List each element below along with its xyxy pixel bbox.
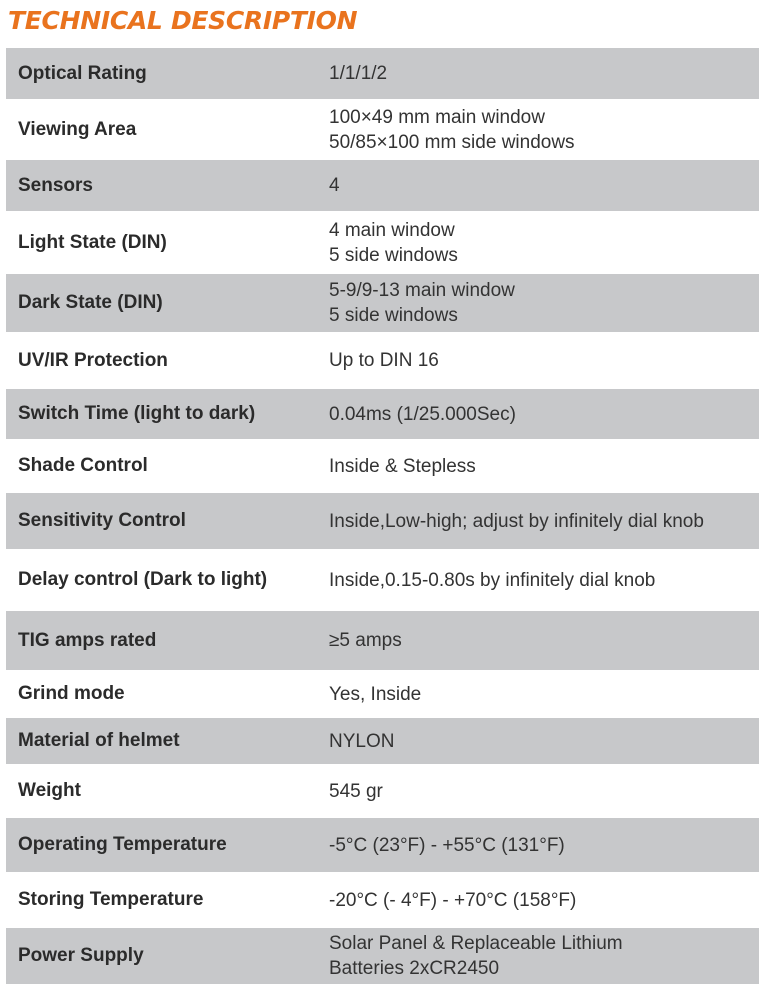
spec-value bbox=[329, 348, 759, 373]
spec-value-line: -5°C (23°F) - +55°C (131°F) bbox=[329, 834, 565, 856]
spec-value-line: Inside,Low-high; adjust by infinitely dial knob bbox=[329, 510, 704, 532]
spec-label: Sensors bbox=[18, 174, 93, 196]
spec-row-sensitivity-control bbox=[6, 493, 759, 551]
spec-row-weight bbox=[6, 766, 759, 818]
spec-value bbox=[329, 218, 759, 268]
spec-value-line: Inside & Stepless bbox=[329, 455, 476, 477]
spec-label: UV/IR Protection bbox=[18, 349, 168, 371]
spec-label: Shade Control bbox=[18, 455, 148, 476]
spec-value bbox=[329, 628, 759, 653]
spec-value-line: Yes, Inside bbox=[329, 683, 422, 705]
spec-table bbox=[6, 48, 759, 986]
spec-value-line: Solar Panel & Replaceable Lithium bbox=[329, 933, 623, 954]
spec-value-line: 5 side windows bbox=[329, 244, 458, 266]
spec-label: Operating Temperature bbox=[18, 834, 227, 855]
spec-label: Sensitivity Control bbox=[18, 510, 186, 531]
spec-value-line: 1/1/1/2 bbox=[329, 63, 388, 84]
spec-value bbox=[329, 509, 759, 534]
spec-row-dark-state bbox=[6, 274, 759, 334]
spec-value-line: 4 bbox=[329, 175, 340, 196]
spec-label: Light State (DIN) bbox=[18, 231, 167, 253]
spec-value bbox=[329, 729, 759, 754]
spec-row-viewing-area bbox=[6, 101, 759, 160]
spec-value bbox=[329, 568, 759, 593]
spec-row-light-state bbox=[6, 213, 759, 274]
spec-value-line: 5 side windows bbox=[329, 305, 458, 326]
spec-label: Storing Temperature bbox=[18, 889, 204, 910]
spec-value-line: -20°C (- 4°F) - +70°C (158°F) bbox=[329, 889, 577, 911]
spec-label: Material of helmet bbox=[18, 730, 180, 751]
spec-label: Power Supply bbox=[18, 945, 144, 966]
spec-value bbox=[329, 278, 759, 328]
spec-value bbox=[329, 105, 759, 155]
spec-row-storing-temperature bbox=[6, 874, 759, 928]
spec-value-line: Inside,0.15-0.80s by infinitely dial knob bbox=[329, 569, 656, 591]
spec-row-power-supply bbox=[6, 928, 759, 986]
spec-value-line: ≥5 amps bbox=[329, 630, 402, 651]
spec-value bbox=[329, 888, 759, 913]
spec-label: Dark State (DIN) bbox=[18, 292, 163, 313]
spec-label: TIG amps rated bbox=[18, 629, 157, 651]
spec-label: Delay control (Dark to light) bbox=[18, 569, 268, 590]
spec-row-grind-mode bbox=[6, 672, 759, 718]
spec-row-shade-control bbox=[6, 441, 759, 493]
spec-value-line: Batteries 2xCR2450 bbox=[329, 958, 500, 979]
spec-value-line: NYLON bbox=[329, 730, 395, 752]
spec-value bbox=[329, 402, 759, 427]
spec-label: Viewing Area bbox=[18, 118, 137, 140]
spec-label: Grind mode bbox=[18, 683, 125, 704]
spec-value-line: 4 main window bbox=[329, 219, 455, 241]
spec-row-delay-control bbox=[6, 551, 759, 611]
spec-value bbox=[329, 454, 759, 479]
spec-value bbox=[329, 682, 759, 707]
spec-value bbox=[329, 931, 759, 981]
spec-value-line: 100×49 mm main window bbox=[329, 106, 545, 128]
spec-label: Optical Rating bbox=[18, 62, 147, 84]
spec-value-line: 50/85×100 mm side windows bbox=[329, 131, 575, 153]
spec-value bbox=[329, 61, 759, 86]
spec-row-tig-amps-rated bbox=[6, 611, 759, 672]
spec-row-optical-rating bbox=[6, 48, 759, 101]
spec-value bbox=[329, 833, 759, 858]
spec-row-uv-ir-protection bbox=[6, 334, 759, 389]
spec-row-material-of-helmet bbox=[6, 718, 759, 766]
spec-value-line: Up to DIN 16 bbox=[329, 350, 439, 371]
spec-label: Switch Time (light to dark) bbox=[18, 403, 256, 424]
spec-label: Weight bbox=[18, 780, 81, 801]
spec-value-line: 545 gr bbox=[329, 780, 383, 802]
spec-row-sensors bbox=[6, 160, 759, 213]
spec-value bbox=[329, 779, 759, 804]
spec-row-operating-temperature bbox=[6, 818, 759, 874]
spec-row-switch-time bbox=[6, 389, 759, 441]
page-title: TECHNICAL DESCRIPTION bbox=[8, 6, 358, 35]
spec-value-line: 5-9/9-13 main window bbox=[329, 280, 515, 301]
spec-value bbox=[329, 173, 759, 198]
spec-value-line: 0.04ms (1/25.000Sec) bbox=[329, 403, 516, 425]
